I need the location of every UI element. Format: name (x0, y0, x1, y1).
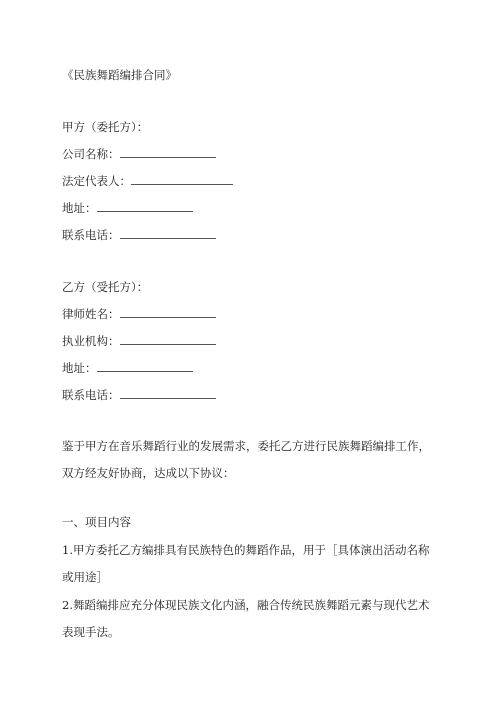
party-a-phone-label: 联系电话： (62, 228, 120, 242)
company-name-blank (120, 146, 216, 158)
party-b-firm-row (62, 333, 216, 349)
firm-label: 执业机构： (62, 334, 120, 348)
party-b-address-blank (97, 360, 193, 372)
section-1-item-1: 1.甲方委托乙方编排具有民族特色的舞蹈作品，用于［具体演出活动名称或用途］ (62, 543, 430, 584)
lawyer-name-label: 律师姓名： (62, 307, 120, 321)
party-a-address-blank (97, 200, 193, 212)
firm-blank (120, 333, 216, 345)
preamble-paragraph: 鉴于甲方在音乐舞蹈行业的发展需求，委托乙方进行民族舞蹈编排工作，双方经友好协商，达成以下协议： (62, 439, 430, 480)
lawyer-name-blank (120, 306, 216, 318)
party-b-phone-label: 联系电话： (62, 388, 120, 402)
legal-rep-blank (131, 173, 233, 185)
company-name-label: 公司名称： (62, 147, 120, 161)
party-a-company-row (62, 146, 216, 162)
party-a-address-label: 地址： (62, 201, 97, 215)
party-b-lawyer-row (62, 306, 216, 322)
section-1-item-2: 2.舞蹈编排应充分体现民族文化内涵，融合传统民族舞蹈元素与现代艺术表现手法。 (62, 598, 430, 639)
party-a-phone-blank (120, 227, 216, 239)
party-b-phone-blank (120, 387, 216, 399)
party-b-phone-row (62, 387, 216, 403)
party-a-phone-row (62, 227, 216, 243)
party-a-legal-rep-row (62, 173, 233, 189)
legal-rep-label: 法定代表人： (62, 174, 131, 188)
party-b-address-row (62, 360, 193, 376)
party-b-heading: 乙方（受托方）： (62, 280, 149, 294)
party-a-heading: 甲方（委托方）： (62, 120, 149, 134)
party-a-address-row (62, 200, 193, 216)
party-b-address-label: 地址： (62, 361, 97, 375)
document-title: 《民族舞蹈编排合同》 (62, 68, 177, 82)
section-1-heading: 一、项目内容 (62, 515, 131, 529)
